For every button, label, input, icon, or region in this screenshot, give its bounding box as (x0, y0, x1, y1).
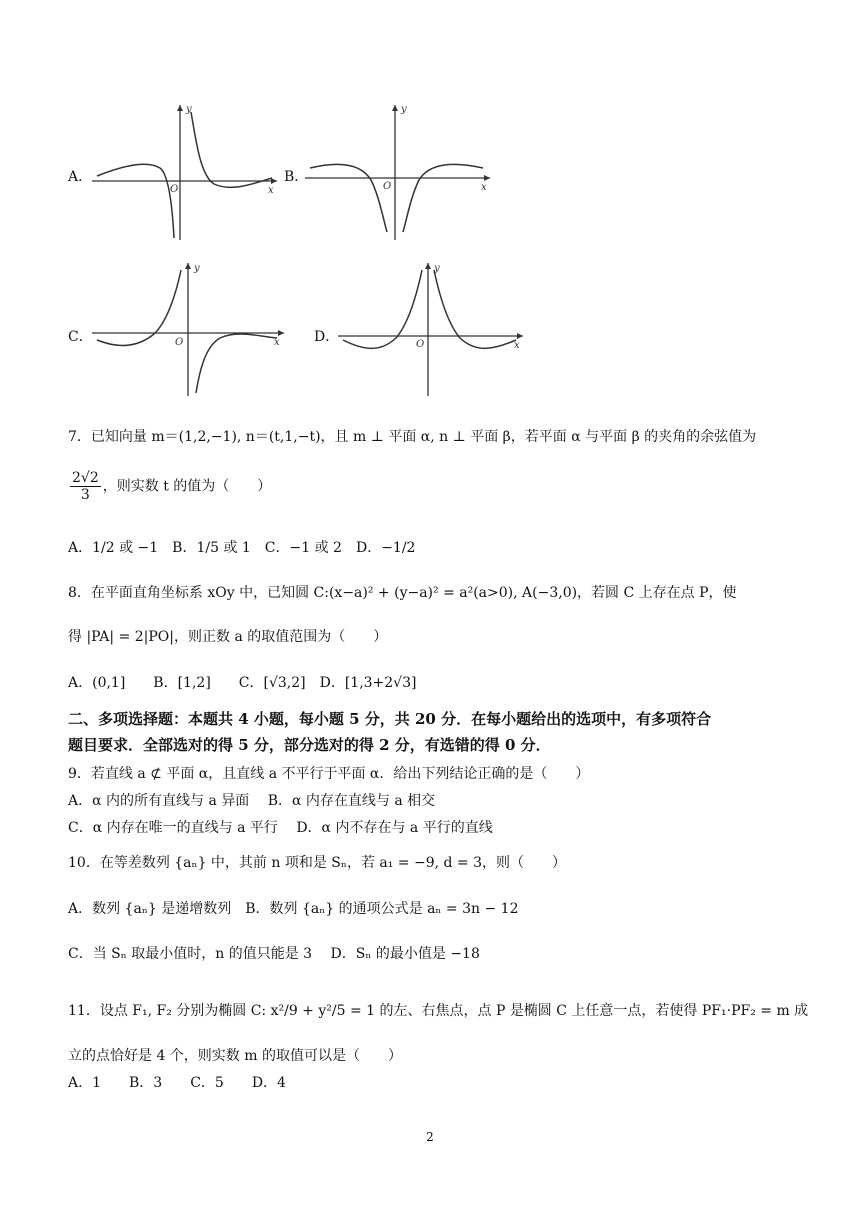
section2-heading-line1: 二、多项选择题：本题共 4 小题，每小题 5 分，共 20 分．在每小题给出的选项中，有多项符合 (68, 710, 712, 728)
q8-line1: 8．在平面直角坐标系 xOy 中，已知圆 C:(x−a)² + (y−a)² = a²(a>0), A(−3,0)，若圆 C 上存在点 P，使 (68, 585, 737, 601)
graph-option-a (92, 100, 282, 245)
q10-options-cd: C．当 Sₙ 取最小值时，n 的值只能是 3 D．Sₙ 的最小值是 −18 (68, 946, 480, 962)
q7-line2-tail: ，则实数 t 的值为（ ） (102, 478, 272, 495)
q7-line2 (68, 470, 271, 503)
q8-options: A．(0,1] B．[1,2] C．[√3,2] D．[1,3+2√3] (68, 675, 417, 691)
svg-text:O: O (175, 337, 184, 348)
svg-text:O: O (383, 181, 392, 192)
q8-line2: 得 |PA| = 2|PO|，则正数 a 的取值范围为（ ） (68, 629, 388, 645)
page-number: 2 (426, 1130, 434, 1144)
graph-option-b (305, 100, 495, 245)
svg-text:x: x (514, 340, 520, 351)
option-b-label: B． (284, 169, 309, 185)
q7-line1: 7．已知向量 m＝(1,2,−1), n＝(t,1,−t)，且 m ⊥ 平面 α, n ⊥ 平面 β，若平面 α 与平面 β 的夹角的余弦值为 (68, 429, 757, 445)
q9-stem: 9．若直线 a ⊄ 平面 α，且直线 a 不平行于平面 α．给出下列结论正确的是（ ） (68, 766, 590, 782)
svg-text:x: x (481, 182, 487, 193)
svg-text:y: y (186, 104, 192, 115)
graph-option-d (338, 258, 530, 398)
graph-option-c (92, 258, 292, 398)
q10-stem: 10．在等差数列 {aₙ} 中，其前 n 项和是 Sₙ，若 a₁ = −9, d = 3，则（ ） (68, 855, 567, 871)
q9-options-ab: A．α 内的所有直线与 a 异面 B．α 内存在直线与 a 相交 (68, 793, 436, 809)
option-a-label: A． (68, 169, 93, 185)
svg-text:O: O (170, 184, 179, 195)
q9-options-cd: C．α 内存在唯一的直线与 a 平行 D．α 内不存在与 a 平行的直线 (68, 820, 493, 836)
q7-fraction (70, 470, 101, 503)
q11-line1: 11．设点 F₁, F₂ 分别为椭圆 C: x²/9 + y²/5 = 1 的左、右焦点，点 P 是椭圆 C 上任意一点，若使得 PF₁·PF₂ = m 成 (68, 1003, 809, 1019)
q7-options: A．1/2 或 −1 B．1/5 或 1 C．−1 或 2 D．−1/2 (68, 540, 416, 556)
svg-text:x: x (274, 337, 280, 348)
option-d-label: D． (314, 329, 340, 345)
section2-heading-line2: 题目要求．全部选对的得 5 分，部分选对的得 2 分，有选错的得 0 分． (68, 736, 551, 754)
q11-line2: 立的点恰好是 4 个，则实数 m 的取值可以是（ ） (68, 1048, 402, 1064)
q10-options-ab: A．数列 {aₙ} 是递增数列 B．数列 {aₙ} 的通项公式是 aₙ = 3n − 12 (68, 901, 519, 917)
option-c-label: C． (68, 329, 93, 345)
svg-text:x: x (268, 185, 274, 196)
q7-frac-numerator: 2√2 (72, 470, 99, 486)
q7-frac-denominator: 3 (80, 487, 90, 503)
q11-options: A．1 B．3 C．5 D．4 (68, 1075, 286, 1091)
svg-text:y: y (401, 104, 407, 115)
svg-text:O: O (416, 339, 425, 350)
svg-text:y: y (434, 263, 440, 274)
svg-text:y: y (194, 263, 200, 274)
